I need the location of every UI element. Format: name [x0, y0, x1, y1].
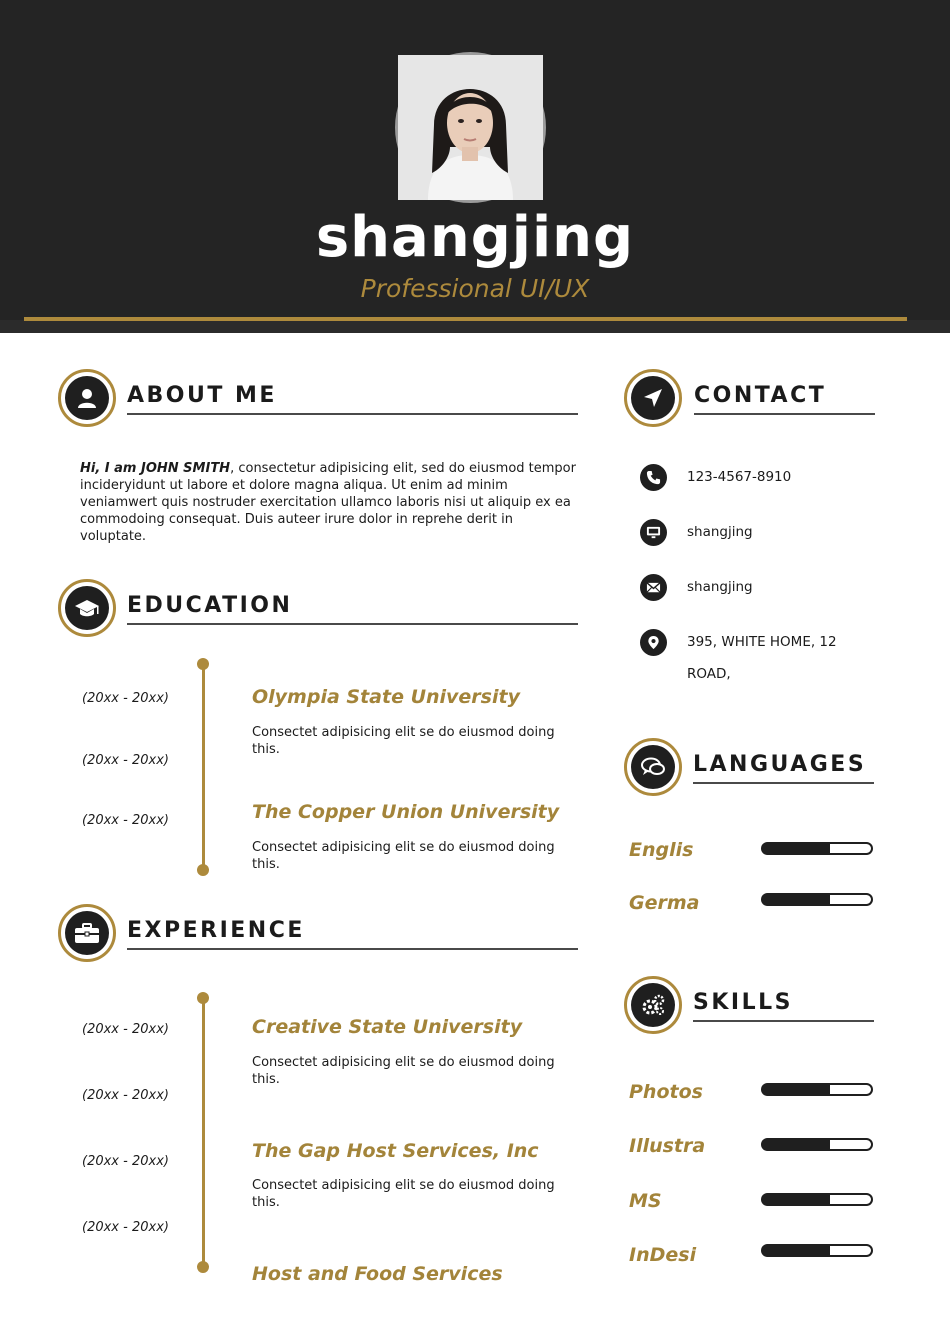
- skill-label: Photos: [629, 1081, 703, 1103]
- language-level-fill: [763, 895, 830, 904]
- person-name: shangjing: [315, 205, 635, 270]
- monitor-icon: [640, 519, 667, 546]
- skills-section-icon: [624, 976, 682, 1034]
- experience-entry-title: Host and Food Services: [252, 1263, 503, 1285]
- header-divider: [24, 317, 907, 321]
- skill-level-fill: [763, 1140, 830, 1149]
- education-title: EDUCATION: [127, 593, 293, 618]
- skill-label: InDesi: [629, 1244, 697, 1266]
- language-level-bar: [761, 842, 873, 855]
- skill-level-bar: [761, 1193, 873, 1206]
- experience-entry-title: The Gap Host Services, Inc: [252, 1140, 539, 1162]
- navigation-arrow-icon: [642, 387, 664, 409]
- language-label: Germa: [629, 892, 700, 914]
- skill-level-bar: [761, 1083, 873, 1096]
- profile-photo: [395, 52, 546, 203]
- skill-label: MS: [629, 1190, 662, 1212]
- header-banner: [0, 0, 950, 333]
- experience-date-2: (20xx - 20xx): [82, 1088, 169, 1103]
- education-timeline: [202, 664, 205, 870]
- languages-section-icon: [624, 738, 682, 796]
- experience-date-3: (20xx - 20xx): [82, 1154, 169, 1169]
- skills-rule: [693, 1020, 874, 1022]
- language-label: Englis: [629, 839, 694, 861]
- education-date-2: (20xx - 20xx): [82, 753, 169, 768]
- experience-entry-desc: Consectet adipisicing elit se do eiusmod doing this.: [252, 1178, 555, 1210]
- contact-address-line1: 395, WHITE HOME, 12: [687, 634, 837, 650]
- speech-bubbles-icon: [640, 756, 666, 778]
- about-title: ABOUT ME: [127, 383, 277, 408]
- experience-timeline-end: [197, 1261, 209, 1273]
- envelope-icon: [640, 574, 667, 601]
- education-entry-title: The Copper Union University: [252, 801, 560, 823]
- experience-rule: [127, 948, 578, 950]
- about-greeting: Hi, I am JOHN SMITH: [80, 461, 231, 476]
- experience-title: EXPERIENCE: [127, 918, 305, 943]
- education-timeline-start: [197, 658, 209, 670]
- experience-entry-desc: Consectet adipisicing elit se do eiusmod doing this.: [252, 1055, 555, 1087]
- language-level-fill: [763, 844, 830, 853]
- education-date-1: (20xx - 20xx): [82, 691, 169, 706]
- languages-rule: [693, 782, 874, 784]
- skills-title: SKILLS: [693, 990, 793, 1015]
- about-section-icon: [58, 369, 116, 427]
- location-pin-icon: [640, 629, 667, 656]
- about-rule: [127, 413, 578, 415]
- skill-level-fill: [763, 1085, 830, 1094]
- contact-address-line2: ROAD,: [687, 666, 731, 682]
- education-entry-desc: Consectet adipisicing elit se do eiusmod doing this.: [252, 725, 555, 757]
- experience-timeline: [202, 998, 205, 1267]
- contact-website: shangjing: [687, 524, 753, 540]
- education-date-3: (20xx - 20xx): [82, 813, 169, 828]
- contact-section-icon: [624, 369, 682, 427]
- skill-label: Illustra: [629, 1135, 706, 1157]
- portrait-illustration: [398, 55, 543, 200]
- education-section-icon: [58, 579, 116, 637]
- experience-date-4: (20xx - 20xx): [82, 1220, 169, 1235]
- experience-entry-title: Creative State University: [252, 1016, 523, 1038]
- language-level-bar: [761, 893, 873, 906]
- contact-phone: 123-4567-8910: [687, 469, 792, 485]
- experience-date-1: (20xx - 20xx): [82, 1022, 169, 1037]
- briefcase-icon: [74, 922, 100, 944]
- education-rule: [127, 623, 578, 625]
- contact-rule: [694, 413, 875, 415]
- person-role: Professional UI/UX: [360, 274, 590, 303]
- education-entry-title: Olympia State University: [252, 686, 520, 708]
- phone-icon: [640, 464, 667, 491]
- experience-section-icon: [58, 904, 116, 962]
- education-timeline-end: [197, 864, 209, 876]
- user-icon: [76, 387, 98, 409]
- gears-icon: [640, 993, 666, 1017]
- about-body: , consectetur adipisicing elit, sed do eiusmod tempor incideryidunt ut labore et dolore magna aliqua. Ut enim ad minim veniamwert quis nostruder exercitation ullamco laboris nisi ut aliquip ex ea commodoing consequat. Duis auteer irure dolor in reprehe derit in voluptate.: [80, 461, 576, 544]
- graduation-cap-icon: [74, 597, 100, 619]
- education-entry-desc: Consectet adipisicing elit se do eiusmod doing this.: [252, 840, 555, 872]
- about-paragraph: [80, 460, 580, 545]
- skill-level-bar: [761, 1138, 873, 1151]
- header-bottom-strip: [0, 320, 950, 333]
- contact-email: shangjing: [687, 579, 753, 595]
- languages-title: LANGUAGES: [693, 752, 867, 777]
- skill-level-fill: [763, 1246, 830, 1255]
- skill-level-bar: [761, 1244, 873, 1257]
- skill-level-fill: [763, 1195, 830, 1204]
- experience-timeline-start: [197, 992, 209, 1004]
- contact-title: CONTACT: [694, 383, 827, 408]
